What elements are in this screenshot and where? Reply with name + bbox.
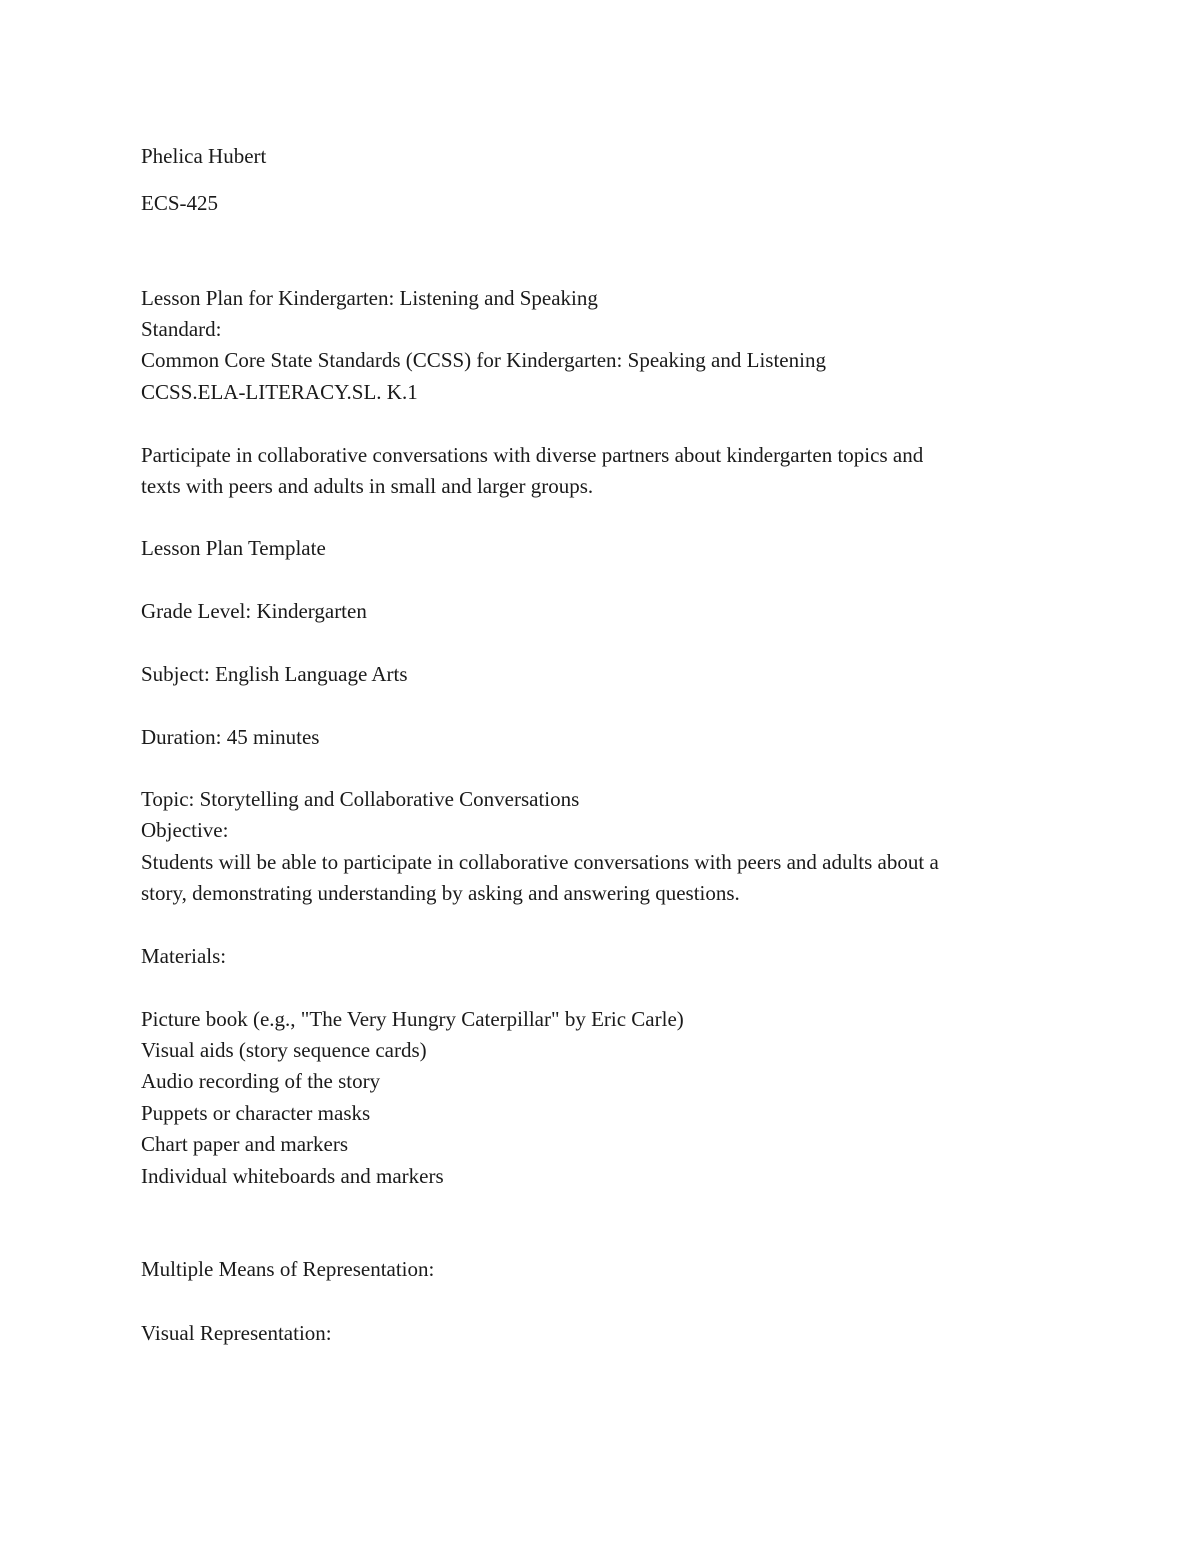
template-title: Lesson Plan Template [141,536,326,560]
topic: Topic: Storytelling and Collaborative Conversations [141,787,580,811]
representation-heading: Multiple Means of Representation: [141,1257,435,1281]
subject: Subject: English Language Arts [141,662,408,686]
grade-level: Grade Level: Kindergarten [141,599,367,623]
objective-line-1: Students will be able to participate in collaborative conversations with peers and adults about a [141,850,939,874]
materials-item: Audio recording of the story [141,1069,381,1093]
visual-representation-label: Visual Representation: [141,1321,332,1345]
materials-item: Picture book (e.g., "The Very Hungry Caterpillar" by Eric Carle) [141,1007,684,1031]
objective-label: Objective: [141,818,229,842]
duration: Duration: 45 minutes [141,725,320,749]
standard-label: Standard: [141,317,222,341]
course-code: ECS-425 [141,191,219,215]
objective-line-2: story, demonstrating understanding by asking and answering questions. [141,881,740,905]
standard-name: Common Core State Standards (CCSS) for Kindergarten: Speaking and Listening [141,348,826,372]
materials-label: Materials: [141,944,227,968]
author-name: Phelica Hubert [141,144,267,168]
lesson-plan-title: Lesson Plan for Kindergarten: Listening and Speaking [141,286,598,310]
materials-item: Chart paper and markers [141,1132,348,1156]
standard-description-line-2: texts with peers and adults in small and larger groups. [141,474,594,498]
materials-item: Individual whiteboards and markers [141,1164,444,1188]
materials-item: Puppets or character masks [141,1101,371,1125]
standard-description-line-1: Participate in collaborative conversations with diverse partners about kindergarten topics and [141,443,924,467]
standard-code: CCSS.ELA-LITERACY.SL. K.1 [141,380,418,404]
materials-item: Visual aids (story sequence cards) [141,1038,427,1062]
